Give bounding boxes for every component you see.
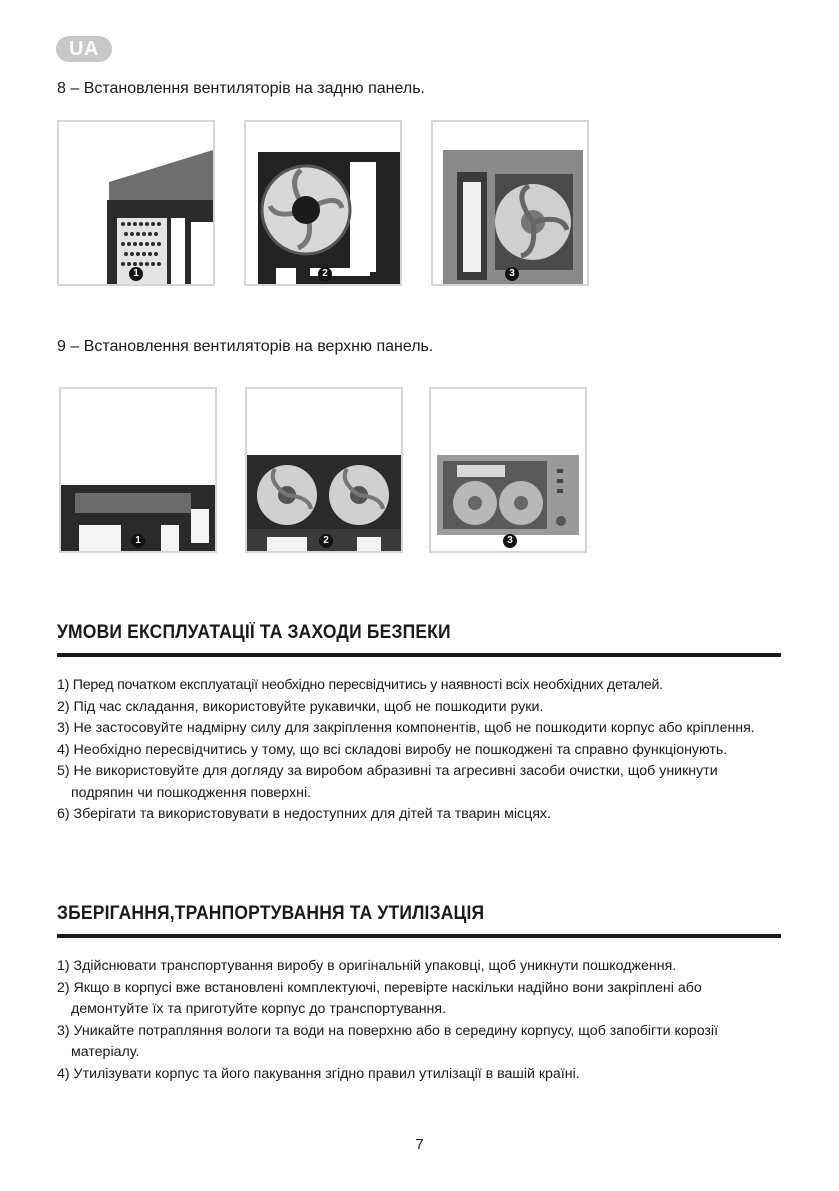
list-item: 6) Зберігати та використовувати в недоступних для дітей та тварин місцях. — [57, 806, 551, 822]
step-9-image-2 — [245, 387, 403, 553]
section-divider — [57, 934, 781, 938]
storage-heading: ЗБЕРІГАННЯ,ТРАНПОРТУВАННЯ ТА УТИЛІЗАЦІЯ — [57, 903, 485, 924]
step-number-badge: 1 — [131, 534, 145, 548]
safety-list — [57, 675, 787, 826]
storage-list — [57, 956, 787, 1085]
list-item: 4) Утилізувати корпус та його пакування згідно правил утилізації в вашій країні. — [57, 1065, 580, 1082]
step-number-badge: 3 — [503, 534, 517, 548]
list-item: 1) Перед початком експлуатації необхідно пересвідчитись у наявності всіх необхідних деталей. — [57, 677, 663, 693]
step-8-title: 8 – Встановлення вентиляторів на задню панель. — [57, 80, 425, 97]
step-8-image-3 — [431, 120, 589, 286]
safety-heading: УМОВИ ЕКСПЛУАТАЦІЇ ТА ЗАХОДИ БЕЗПЕКИ — [57, 622, 451, 643]
step-number-badge: 2 — [318, 267, 332, 281]
list-item: 2) Під час складання, використовуйте рукавички, щоб не пошкодити руки. — [57, 698, 544, 715]
section-divider — [57, 653, 781, 657]
step-8-image-2 — [244, 120, 402, 286]
list-item: 4) Необхідно пересвідчитись у тому, що всі складові виробу не пошкоджені та справно функціонують. — [57, 741, 728, 758]
language-badge: UA — [56, 36, 112, 62]
step-number-badge: 1 — [129, 267, 143, 281]
list-item: 3) Не застосовуйте надмірну силу для закріплення компонентів, щоб не пошкодити корпус або кріплення. — [57, 720, 755, 736]
step-8-image-1 — [57, 120, 215, 286]
step-number-badge: 3 — [505, 267, 519, 281]
step-9-image-3 — [429, 387, 587, 553]
list-item: 1) Здійснювати транспортування виробу в оригінальній упаковці, щоб уникнути пошкодження. — [57, 958, 677, 974]
list-item: 2) Якщо в корпусі вже встановлені комплектуючі, перевірте наскільки надійно вони закріплені або демонтуйте їх та приготуйте корпус до транспортування. — [57, 979, 702, 1017]
list-item: 3) Уникайте потрапляння вологи та води на поверхню або в середину корпусу, щоб запобігти корозії матеріалу. — [57, 1022, 719, 1060]
step-9-image-1 — [59, 387, 217, 553]
page-number: 7 — [415, 1136, 424, 1153]
step-number-badge: 2 — [319, 534, 333, 548]
step-9-title: 9 – Встановлення вентиляторів на верхню панель. — [57, 338, 434, 355]
list-item: 5) Не використовуйте для догляду за виробом абразивні та агресивні засоби очистки, щоб уникнути подряпин чи пошкодження поверхні. — [57, 763, 718, 801]
